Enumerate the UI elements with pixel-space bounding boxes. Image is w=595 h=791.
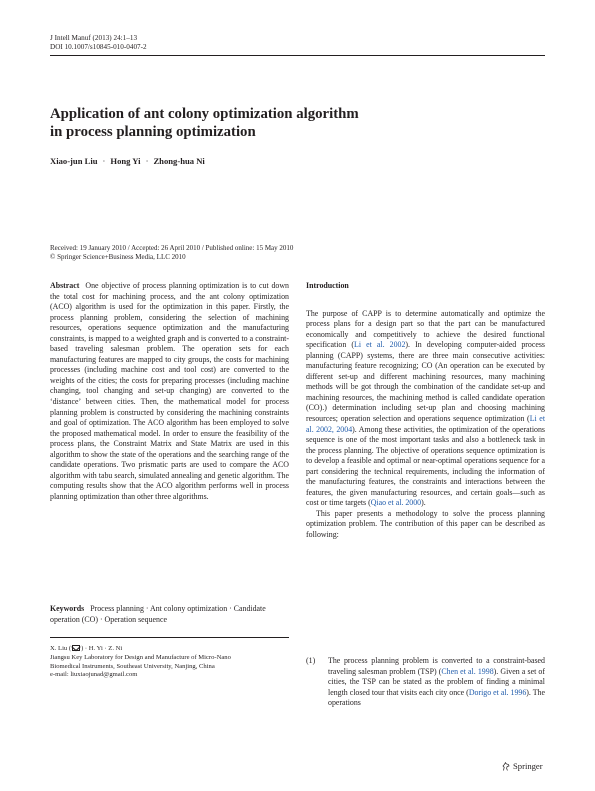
list-text: The process planning problem is converted to a constraint-based traveling salesman problem (TSP) ( (328, 656, 545, 676)
citation-link[interactable]: Qiao et al. 2000 (370, 498, 422, 508)
copyright-notice: © Springer Science+Business Media, LLC 2010 (50, 253, 186, 261)
title-line: Application of ant colony optimization algorithm (50, 106, 359, 122)
author-name[interactable]: Xiao-jun Liu (50, 156, 98, 166)
keywords-section (50, 604, 289, 625)
author-separator: · (145, 156, 149, 166)
publication-dates: Received: 19 January 2010 / Accepted: 26 April 2010 / Published online: 15 May 2010 (50, 244, 294, 252)
list-number: (1) (306, 656, 316, 665)
abstract-section (50, 281, 289, 502)
author-list (50, 156, 205, 166)
footnote-rule (50, 637, 289, 638)
doi: DOI 10.1007/s10845-010-0407-2 (50, 43, 147, 51)
footnote-author-suffix: ) · H. Yi · Z. Ni (81, 645, 123, 652)
abstract-text: One objective of process planning optimization is to cut down the total cost for machining process, and the ant colony optimization (ACO) algorithm is used for the optimization in this paper. Firstly, the process planning problem, considering the selection of machining resources, operations sequence optimization and the manufacturing constraints, is mapped to a weighted graph and is converted to a constraint-based traveling salesman problem. The operation sets for each manufacturing features are mapped to city groups, the costs for machining processes (including machine cost and tool cost) are converted to the weights of the cities; the costs for preparing processes (including machine changing, tool changing and set-up changing) are converted to the ‘distance’ between cities. Then, the mathematical model for process planning problem is constructed by considering the machining constraints and goal of optimization. The ACO algorithm has been employed to solve the proposed mathematical model. In order to ensure the feasibility of the process plans, the Constraint Matrix and State Matrix are used in this algorithm to show the state of the operations and the searching range of the candidate operations. Two prismatic parts are used to compare the ACO algorithm with tabu search, simulated annealing and genetic algorithm. The computing results show that the ACO algorithm performs well in process planning optimization than other three algorithms. (50, 281, 289, 501)
publisher-logo (502, 761, 543, 771)
citation-link[interactable]: Dorigo et al. 1996 (468, 687, 527, 697)
citation-link[interactable]: Li et al. 2002, 2004 (306, 414, 546, 434)
introduction-section (306, 281, 545, 541)
section-heading: Introduction (306, 281, 349, 290)
footnote-author-prefix: X. Liu ( (50, 645, 72, 652)
paragraph-text: The purpose of CAPP is to determine automatically and optimize the process plans for a design part so that the part can be manufactured economically and competitively to achieve the desired functional specification ( (306, 308, 545, 350)
citation-link[interactable]: Chen et al. 1998 (441, 666, 494, 676)
author-name[interactable]: Zhong-hua Ni (153, 156, 205, 166)
list-text: ). Given a set of cities, the TSP can be stated as the problem of finding a minimal length closed tour that visits each city once ( (328, 666, 546, 697)
email-link[interactable]: e-mail: liuxiaojunad@gmail.com (50, 671, 138, 679)
affiliation-line: Jiangsu Key Laboratory for Design and Manufacture of Micro-Nano (50, 653, 231, 661)
paper-title (50, 106, 500, 141)
paragraph-text: ). Among these activities, the optimization of the operations sequence is one of the most important tasks and also a bottleneck task in the process planning. The objective of operations sequence optimization is to develop a feasible and optimal or near-optimal operations sequence for a part considering the technical requirements, including the information of the manufacturing features, the constraints and interactions between the features, the given manufacturing resources, and certain goals—such as cost or time targets ( (306, 424, 545, 508)
keywords-text: Process planning · Ant colony optimization · Candidate operation (CO) · Operation sequence (50, 604, 266, 624)
author-separator: · (102, 156, 106, 166)
author-name[interactable]: Hong Yi (110, 156, 141, 166)
citation-link[interactable]: Li et al. 2002 (354, 340, 406, 350)
title-line: in process planning optimization (50, 123, 256, 140)
paragraph-text: ). (421, 498, 426, 508)
springer-horse-icon (502, 762, 510, 771)
intro-paragraph: This paper presents a methodology to solve the process planning optimization problem. The contribution of this paper can be described as following: (306, 508, 545, 540)
abstract-label: Abstract (50, 281, 80, 290)
intro-paragraph (306, 309, 545, 509)
keywords-label: Keywords (50, 604, 85, 613)
envelope-icon (72, 645, 80, 651)
paragraph-text: ). In developing computer-aided process planning (CAPP) systems, there are three main consecutive activities: manufacturing feature recognizing; CO (An operation can be executed by different set-up and different machining resources, many machining methods will be got through the combination of the candidate set-up and machining resources, the machining method is called candidate operation (CO).) determination including set-up plan and choosing machining resources; operation selection and operations sequence optimization ( (306, 340, 545, 424)
author-footnote (50, 645, 300, 680)
header-rule (50, 55, 545, 56)
list-text: ). The operations (328, 687, 545, 708)
contribution-list-item (306, 656, 545, 709)
publisher-name: Springer (513, 761, 543, 771)
affiliation-line: Biomedical Instruments, Southeast University, Nanjing, China (50, 662, 215, 670)
journal-citation: J Intell Manuf (2013) 24:1–13 (50, 34, 138, 42)
